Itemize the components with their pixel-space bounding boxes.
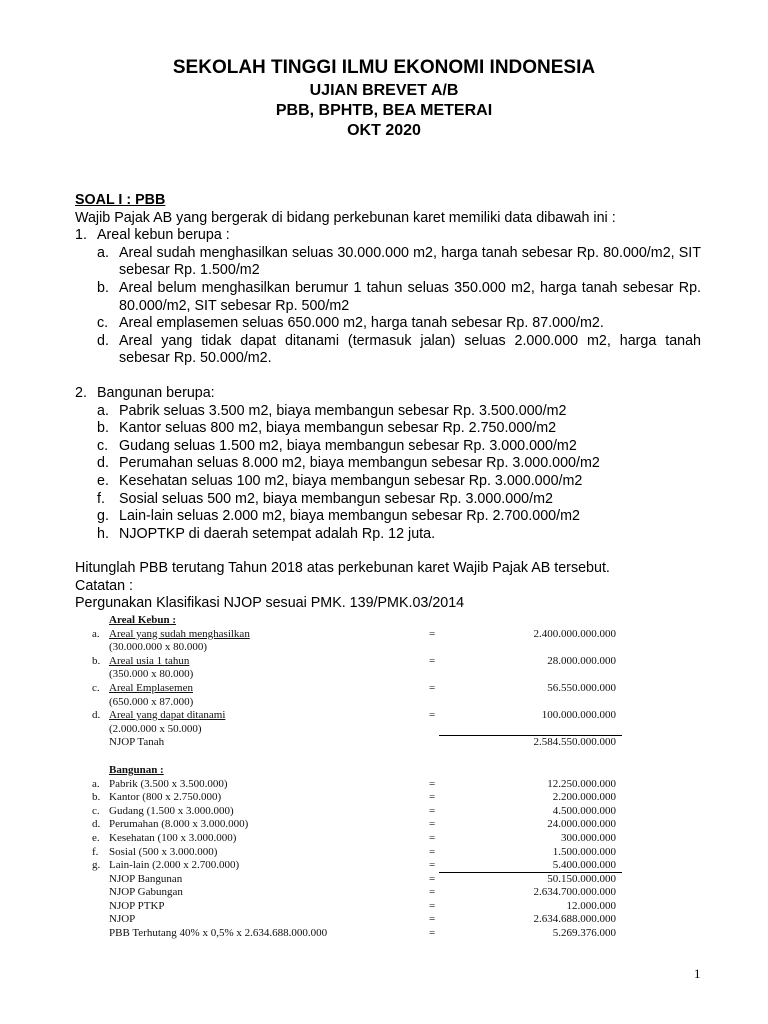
summary-row: [92, 913, 622, 927]
row-value: 2.634.700.000.000: [533, 886, 616, 899]
list-text: Areal yang tidak dapat ditanami (termasuk jalan) seluas 2.000.000 m2, harga tanah sebesar Rp. 50.000/m2.: [119, 332, 701, 367]
row-label: Kantor (800 x 2.750.000): [109, 791, 222, 804]
row-label: (650.000 x 87.000): [109, 695, 194, 708]
row-value: 300.000.000: [561, 831, 616, 844]
row-equals: =: [429, 845, 436, 858]
list-text: Lain-lain seluas 2.000 m2, biaya membangun sebesar Rp. 2.700.000/m2: [119, 508, 580, 525]
row-letter: [92, 723, 109, 737]
table-row: [92, 641, 622, 655]
row-value: 2.200.000.000: [552, 791, 616, 804]
summary-row: [92, 900, 622, 914]
row-letter: [92, 696, 109, 710]
row-label: Areal yang sudah menghasilkan: [109, 627, 250, 640]
row-label: NJOP PTKP: [109, 899, 165, 912]
list-letter: g.: [97, 508, 109, 525]
list-item: [97, 333, 701, 368]
table-row: [92, 655, 622, 669]
row-equals: =: [429, 859, 436, 872]
list-text: NJOPTKP di daerah setempat adalah Rp. 12 juta.: [119, 525, 436, 542]
row-equals: =: [429, 681, 436, 694]
item-label: Bangunan berupa:: [97, 384, 215, 401]
row-equals: =: [429, 927, 436, 940]
row-equals: =: [429, 872, 436, 885]
row-value: 12.250.000.000: [547, 777, 616, 790]
bangunan-list: [97, 403, 701, 544]
row-letter: d.: [92, 818, 101, 831]
row-value: 12.000.000: [566, 899, 616, 912]
row-value: 28.000.000.000: [547, 654, 616, 667]
table-row: [92, 791, 622, 805]
list-item: [97, 526, 701, 544]
row-value: 5.269.376.000: [552, 927, 616, 940]
question-title: SOAL I : PBB: [75, 192, 166, 208]
row-equals: =: [429, 913, 436, 926]
row-letter: c.: [92, 804, 100, 817]
note-label: Catatan :: [75, 577, 134, 594]
row-value: 2.584.550.000.000: [533, 736, 616, 749]
list-letter: d.: [97, 455, 109, 472]
list-item: [97, 280, 701, 315]
list-item: [97, 245, 701, 280]
areal-list: [97, 245, 701, 368]
row-letter: a.: [92, 627, 100, 640]
list-text: Areal sudah menghasilkan seluas 30.000.000 m2, harga tanah sebesar Rp. 80.000/m2, SIT sebesar Rp. 1.500/m2: [119, 244, 701, 279]
row-label: NJOP Tanah: [109, 736, 165, 749]
question-instruction: Hitunglah PBB terutang Tahun 2018 atas perkebunan karet Wajib Pajak AB tersebut.: [75, 560, 610, 577]
item-bangunan: [75, 385, 701, 403]
row-equals: =: [429, 777, 436, 790]
summary-row: [92, 886, 622, 900]
row-letter: g.: [92, 859, 101, 872]
school-name: SEKOLAH TINGGI ILMU EKONOMI INDONESIA: [172, 57, 596, 78]
list-letter: f.: [97, 490, 105, 507]
list-item: [97, 508, 701, 526]
page-number: 1: [694, 966, 701, 981]
row-letter: b.: [92, 791, 101, 804]
row-value: 2.634.688.000.000: [533, 913, 616, 926]
row-label: NJOP Gabungan: [109, 886, 183, 899]
row-label: Gudang (1.500 x 3.000.000): [109, 804, 234, 817]
table-row: [92, 628, 622, 642]
spacer: [92, 750, 622, 764]
summary-row: [92, 927, 622, 941]
row-value: 2.400.000.000.000: [533, 627, 616, 640]
total-row-njop-tanah: [92, 736, 622, 750]
spacer: [75, 368, 701, 385]
row-equals: =: [429, 818, 436, 831]
row-label: PBB Terhutang 40% x 0,5% x 2.634.688.000.000: [109, 927, 328, 940]
row-label: (2.000.000 x 50.000): [109, 722, 202, 735]
row-label: Pabrik (3.500 x 3.500.000): [109, 777, 228, 790]
row-label: NJOP: [109, 913, 136, 926]
exam-date: OKT 2020: [347, 122, 421, 139]
answer-table: [92, 614, 622, 941]
list-item: [97, 315, 701, 333]
row-letter: f.: [92, 845, 99, 858]
row-equals: =: [429, 654, 436, 667]
list-letter: e.: [97, 472, 109, 489]
list-item: [97, 455, 701, 473]
row-equals: =: [429, 804, 436, 817]
item-label: Areal kebun berupa :: [97, 227, 230, 244]
note-text: Pergunakan Klasifikasi NJOP sesuai PMK. 139/PMK.03/2014: [75, 595, 465, 612]
list-text: Areal emplasemen seluas 650.000 m2, harga tanah sebesar Rp. 87.000/m2.: [119, 315, 604, 332]
list-letter: a.: [97, 402, 109, 419]
row-equals: =: [429, 831, 436, 844]
list-text: Perumahan seluas 8.000 m2, biaya membangun sebesar Rp. 3.000.000/m2: [119, 455, 600, 472]
table-row: [92, 668, 622, 682]
table-row: [92, 818, 622, 832]
list-text: Areal belum menghasilkan berumur 1 tahun seluas 350.000 m2, harga tanah sebesar Rp. 80.000/m2, SIT sebesar Rp. 500/m2: [119, 279, 701, 314]
list-letter: b.: [97, 279, 109, 296]
row-value: [489, 668, 622, 682]
list-letter: c.: [97, 437, 109, 454]
table-row: [92, 723, 622, 737]
row-label: Sosial (500 x 3.000.000): [109, 845, 218, 858]
row-equals: [429, 723, 489, 737]
row-label: Areal Emplasemen: [109, 681, 193, 694]
row-equals: [429, 696, 489, 710]
list-letter: c.: [97, 315, 109, 332]
table-row: [92, 696, 622, 710]
question-section: [75, 192, 701, 613]
list-item: [97, 491, 701, 509]
list-item: [97, 438, 701, 456]
table-row: [92, 682, 622, 696]
row-equals: =: [429, 791, 436, 804]
list-letter: d.: [97, 332, 109, 349]
row-value: 5.400.000.000: [552, 859, 616, 872]
row-value: 4.500.000.000: [552, 804, 616, 817]
section-title-kebun: Areal Kebun :: [109, 614, 177, 626]
row-label: (30.000.000 x 80.000): [109, 641, 208, 654]
table-row: [92, 859, 622, 873]
list-letter: b.: [97, 420, 109, 437]
spacer: [75, 543, 701, 560]
row-label: Areal usia 1 tahun: [109, 654, 190, 667]
row-label: Kesehatan (100 x 3.000.000): [109, 831, 237, 844]
list-letter: a.: [97, 244, 109, 261]
list-item: [97, 420, 701, 438]
row-label: Areal yang dapat ditanami: [109, 709, 226, 722]
summary-row: [92, 873, 622, 887]
row-letter: c.: [92, 681, 100, 694]
row-value: 24.000.000.000: [547, 818, 616, 831]
table-row: [92, 778, 622, 792]
exam-title: UJIAN BREVET A/B: [309, 82, 459, 99]
row-label: NJOP Bangunan: [109, 872, 183, 885]
table-row: [92, 709, 622, 723]
row-value: 1.500.000.000: [552, 845, 616, 858]
row-equals: =: [429, 899, 436, 912]
row-value: 56.550.000.000: [547, 681, 616, 694]
list-letter: h.: [97, 525, 109, 542]
row-value: [489, 641, 622, 655]
row-equals: =: [429, 886, 436, 899]
row-equals: [429, 668, 489, 682]
table-row: [92, 832, 622, 846]
row-value: [489, 696, 622, 710]
list-text: Kesehatan seluas 100 m2, biaya membangun sebesar Rp. 3.000.000/m2: [119, 472, 583, 489]
row-letter: [92, 668, 109, 682]
list-text: Kantor seluas 800 m2, biaya membangun sebesar Rp. 2.750.000/m2: [119, 420, 557, 437]
row-value: 50.150.000.000: [547, 872, 616, 885]
list-text: Pabrik seluas 3.500 m2, biaya membangun sebesar Rp. 3.500.000/m2: [119, 402, 567, 419]
list-text: Gudang seluas 1.500 m2, biaya membangun sebesar Rp. 3.000.000/m2: [119, 437, 577, 454]
row-label: Lain-lain (2.000 x 2.700.000): [109, 859, 240, 872]
section-title-bangunan: Bangunan :: [109, 763, 164, 776]
row-label: Perumahan (8.000 x 3.000.000): [109, 818, 249, 831]
row-value: [489, 723, 622, 737]
row-letter: a.: [92, 777, 100, 790]
row-letter: d.: [92, 709, 101, 722]
table-row: [92, 805, 622, 819]
table-row: [92, 846, 622, 860]
row-equals: =: [429, 627, 436, 640]
list-item: [97, 403, 701, 421]
list-item: [97, 473, 701, 491]
row-letter: [92, 641, 109, 655]
row-equals: [429, 641, 489, 655]
item-number: 1.: [75, 227, 87, 244]
item-number: 2.: [75, 384, 87, 401]
item-areal-kebun: [75, 227, 701, 245]
question-intro: Wajib Pajak AB yang bergerak di bidang perkebunan karet memiliki data dibawah ini :: [75, 209, 616, 226]
row-value: 100.000.000.000: [541, 709, 616, 722]
row-equals: =: [429, 709, 436, 722]
list-text: Sosial seluas 500 m2, biaya membangun sebesar Rp. 3.000.000/m2: [119, 490, 553, 507]
exam-subject: PBB, BPHTB, BEA METERAI: [275, 102, 493, 119]
row-label: (350.000 x 80.000): [109, 668, 194, 681]
row-letter: e.: [92, 831, 100, 844]
row-letter: b.: [92, 654, 101, 667]
